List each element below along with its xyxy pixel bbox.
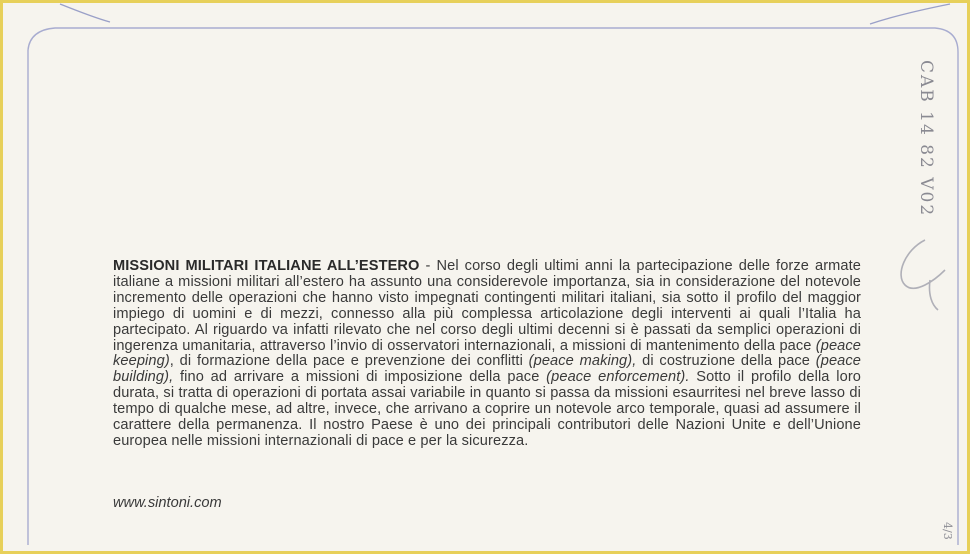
italic-term: (peace keeping) <box>113 337 861 370</box>
body-text: di costruzione della pace <box>636 353 816 370</box>
body-text: , di formazione della pace e prevenzione dei conflitti <box>169 353 529 370</box>
description-text <box>113 259 861 450</box>
body-text: fino ad arrivare a missioni di imposizione della pace <box>173 369 547 386</box>
section-heading: MISSIONI MILITARI ITALIANE ALL’ESTERO <box>113 258 420 274</box>
handwritten-corner-mark: 4/3 <box>941 522 954 540</box>
italic-term: (peace building), <box>113 353 861 386</box>
italic-term: (peace enforcement). <box>546 369 690 386</box>
italic-term: (peace making), <box>528 353 637 370</box>
handwritten-code: CAB 14 82 V02 <box>916 60 936 218</box>
heading-separator: - <box>419 258 437 274</box>
body-text: Sotto il profilo della loro durata, si tratta di operazioni di portata assai variabile in quanto si passa da missioni esaurritesi nel breve lasso di tempo di qualche mese, ad altre, invece, che arrivano a coprire un notevole arco temporale, quasi ad assumere il carattere della permanenza. Il nostro Paese è uno dei principali contributori delle Nazioni Unite e dell’Unione europea nelle missioni internazionali di pace e per la sicurezza. <box>113 369 861 449</box>
body-text: Nel corso degli ultimi anni la partecipazione delle forze armate italiane a missioni militari all’estero ha assunto una considerevole importanza, sia in considerazione del notevole incremento delle operazioni che hanno visto impegnati contingenti militari italiani, sia sotto il profilo del maggior impiego di uomini e di mezzi, connesso alla più complessa articolazione degli interventi ai quali l’Italia ha partecipato. Al riguardo va infatti rilevato che nel corso degli ultimi decenni si è passati da semplici operazioni di ingerenza umanitaria, attraverso l’invio di osservatori internazionali, a missioni di mantenimento della pace <box>113 258 862 354</box>
website-link[interactable]: www.sintoni.com <box>113 495 222 511</box>
